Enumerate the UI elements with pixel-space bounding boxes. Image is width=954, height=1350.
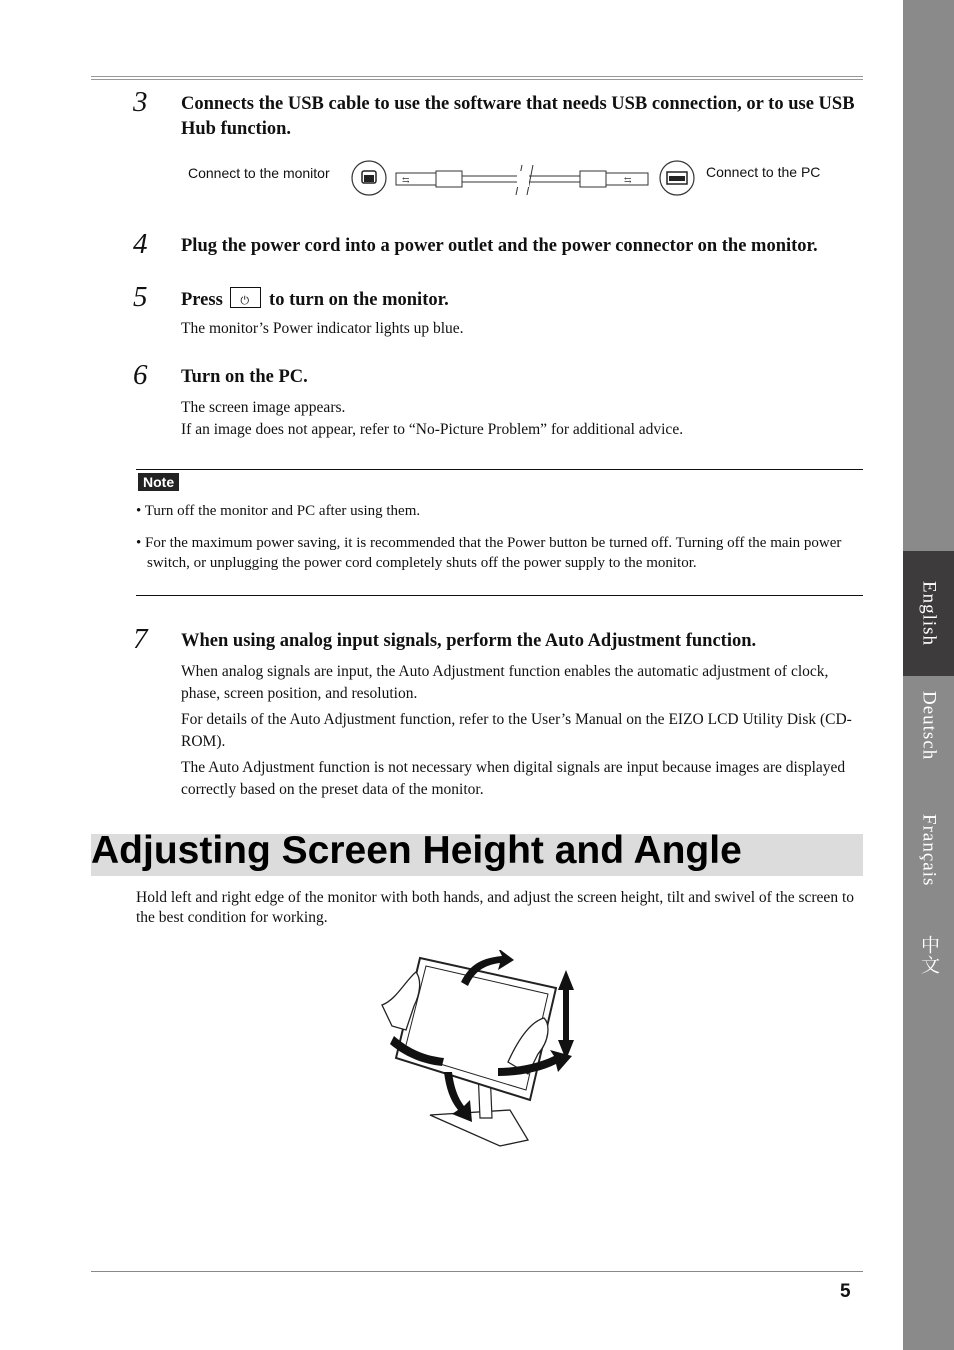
note-badge: Note <box>138 473 179 491</box>
step-7-paragraph-3: The Auto Adjustment function is not necessary when digital signals are input because images are displayed correctly based on the preset data of the monitor. <box>181 759 846 798</box>
step-5-number: 5 <box>133 281 148 313</box>
step-5-body: The monitor’s Power indicator lights up blue. <box>181 320 464 337</box>
bottom-divider <box>91 1271 863 1272</box>
step-5-title-after: to turn on the monitor. <box>269 290 449 310</box>
note-bullet-1: • Turn off the monitor and PC after using them. <box>136 503 421 519</box>
section-title: Adjusting Screen Height and Angle <box>91 829 742 872</box>
step-7-paragraph-1: When analog signals are input, the Auto Adjustment function enables the automatic adjustment of clock, phase, screen position, and resolution. <box>181 663 829 702</box>
step-7-paragraph-2: For details of the Auto Adjustment function, refer to the User’s Manual on the EIZO LCD Utility Disk (CD-ROM). <box>181 711 852 750</box>
tab-chinese[interactable]: 中文 <box>918 935 939 975</box>
note-box <box>136 469 863 596</box>
step-6-number: 6 <box>133 359 148 391</box>
top-divider <box>91 76 863 80</box>
step-5-title <box>181 287 871 313</box>
usb-caption-pc: Connect to the PC <box>706 164 821 180</box>
tab-english[interactable]: English <box>903 551 954 676</box>
power-button-icon: ⏻ <box>230 287 261 308</box>
step-5-title-before: Press <box>181 290 223 310</box>
page-number: 5 <box>840 1281 851 1302</box>
language-sidebar <box>903 0 954 1350</box>
note-bullet-2: • For the maximum power saving, it is recommended that the Power button be turned off. Turning off the main power switch, or unplugging the power cord completely shuts off the power supply to the monitor. <box>136 535 842 571</box>
monitor-adjustment-illustration <box>378 950 580 1150</box>
usb-caption-monitor: Connect to the monitor <box>188 165 330 181</box>
step-6-body-1: The screen image appears. <box>181 399 346 416</box>
step-7-title: When using analog input signals, perform the Auto Adjustment function. <box>181 631 757 651</box>
step-7-number: 7 <box>133 623 148 655</box>
step-3-number: 3 <box>133 86 148 118</box>
step-3-title: Connects the USB cable to use the software that needs USB connection, or to use USB Hub function. <box>181 94 855 139</box>
svg-text:⇆: ⇆ <box>402 175 410 185</box>
step-6-body-2: If an image does not appear, refer to “No-Picture Problem” for additional advice. <box>181 421 684 438</box>
usb-cable-diagram <box>350 157 696 199</box>
step-4-number: 4 <box>133 228 148 260</box>
step-4-title: Plug the power cord into a power outlet and the power connector on the monitor. <box>181 236 818 256</box>
section-body: Hold left and right edge of the monitor with both hands, and adjust the screen height, tilt and swivel of the screen to the best condition for working. <box>136 889 854 926</box>
step-6-title: Turn on the PC. <box>181 367 308 387</box>
tab-francais[interactable]: Français <box>918 813 940 887</box>
tab-deutsch[interactable]: Deutsch <box>918 691 940 761</box>
svg-text:⇆: ⇆ <box>624 175 632 185</box>
